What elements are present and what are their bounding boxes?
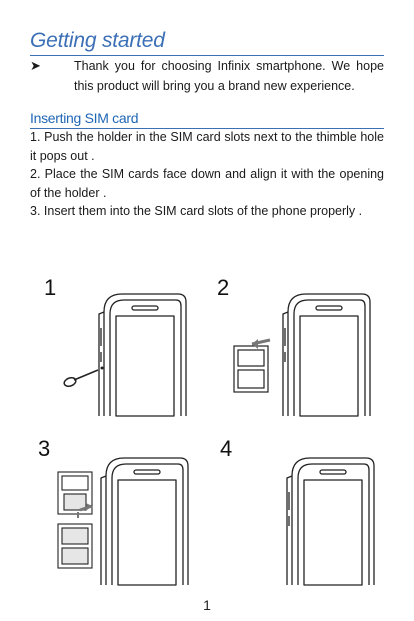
figure-label-2: 2: [217, 275, 230, 300]
figure-label-3: 3: [38, 436, 51, 461]
step-2: 2. Place the SIM cards face down and align it with the opening of the holder .: [30, 167, 384, 200]
figure-label-4: 4: [220, 436, 233, 461]
figure-label-1: 1: [44, 275, 57, 300]
steps-list: [30, 128, 384, 221]
sim-cards-into-tray-icon: [52, 452, 192, 587]
page-number: 1: [203, 597, 211, 613]
section-heading: Inserting SIM card: [30, 110, 139, 126]
phone-with-eject-pin-icon: [60, 288, 190, 418]
intro-bullet: [30, 56, 384, 96]
arrowhead-bullet-icon: ➤: [30, 58, 41, 73]
page-title: Getting started: [30, 29, 165, 52]
phone-with-sim-tray-ejected-icon: [226, 288, 376, 418]
intro-text: Thank you for choosing Infinix smartphone. We hope this product will bring you a brand new experience.: [74, 59, 384, 93]
step-3: 3. Insert them into the SIM card slots of the phone properly .: [30, 204, 363, 218]
phone-sim-tray-closed-icon: [262, 452, 382, 587]
step-1: 1. Push the holder in the SIM card slots next to the thimble hole it pops out .: [30, 130, 384, 163]
